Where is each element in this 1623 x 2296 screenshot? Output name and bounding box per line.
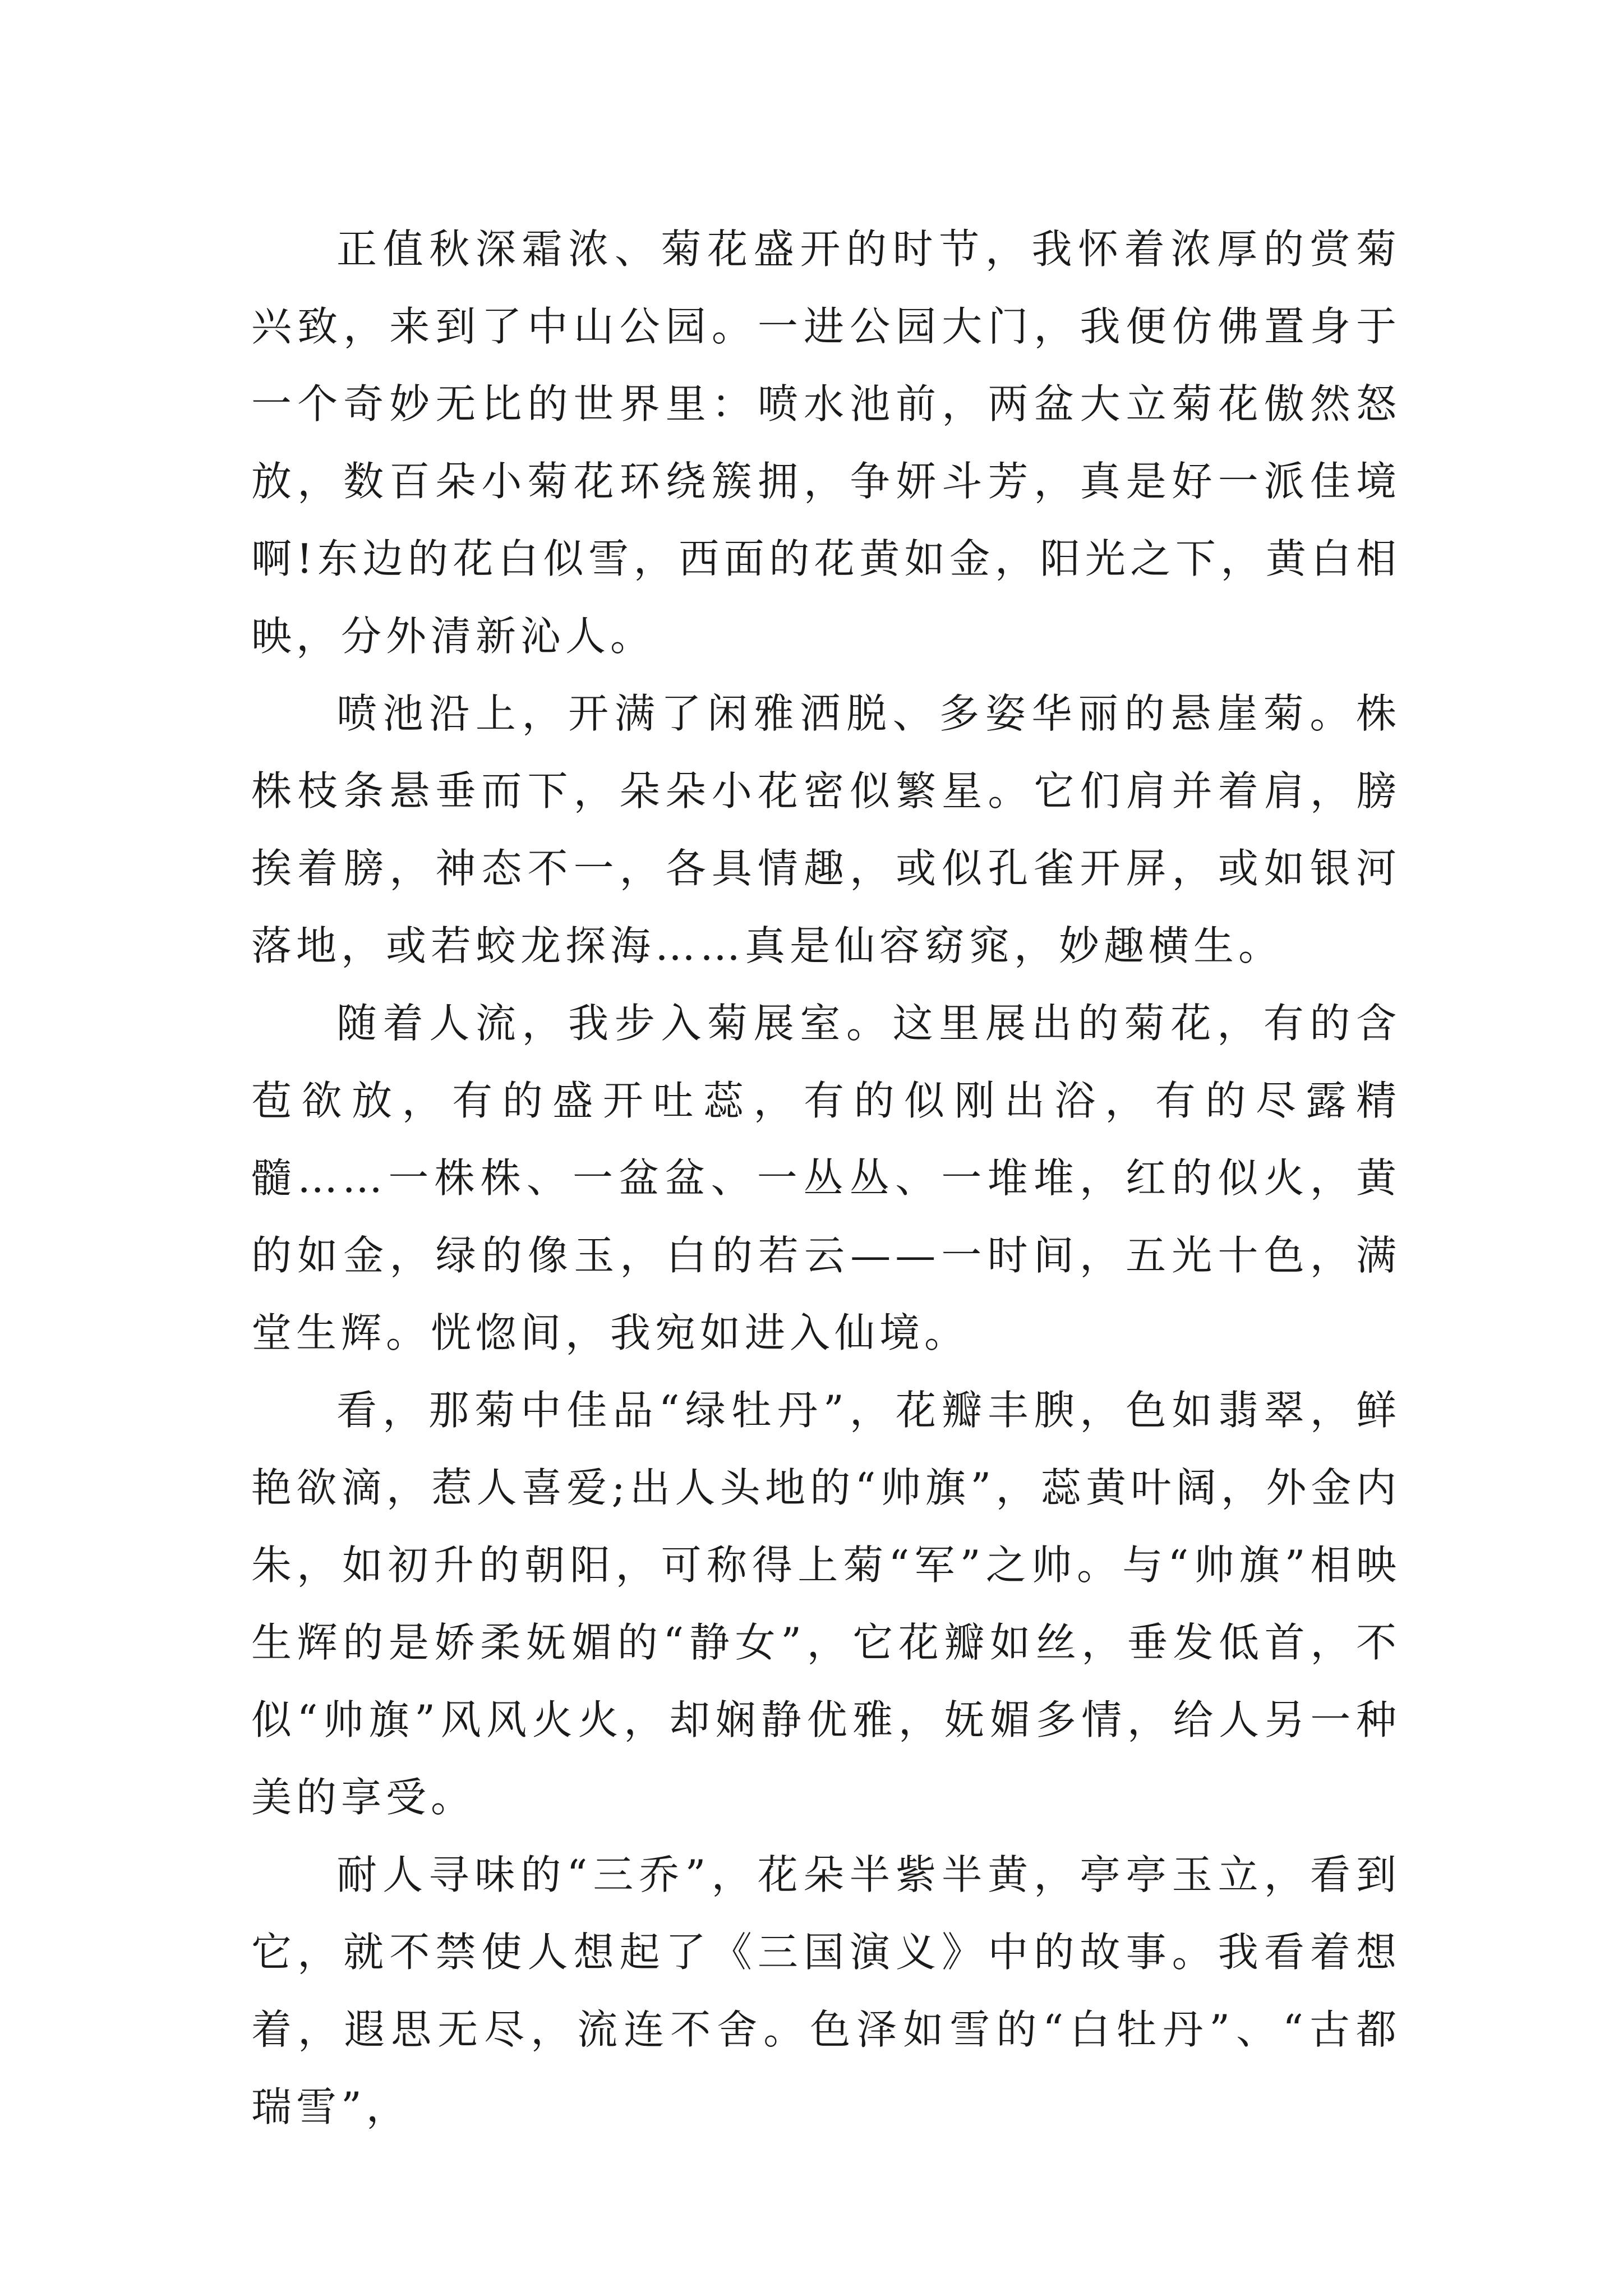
paragraph-1: 正值秋深霜浓、菊花盛开的时节，我怀着浓厚的赏菊兴致，来到了中山公园。一进公园大门，我便仿佛置身于一个奇妙无比的世界里：喷水池前，两盆大立菊花傲然怒放，数百朵小菊花环绕簇拥，争妍斗芳，真是好一派佳境啊!东边的花白似雪，西面的花黄如金，阳光之下，黄白相映，分外清新沁人。 — [251, 226, 1401, 660]
paragraph-2: 喷池沿上，开满了闲雅洒脱、多姿华丽的悬崖菊。株株枝条悬垂而下，朵朵小花密似繁星。它们肩并着肩，膀挨着膀，神态不一，各具情趣，或似孔雀开屏，或如银河落地，或若蛟龙探海……真是仙容窈窕，妙趣横生。 — [251, 690, 1401, 969]
paragraph-5: 耐人寻味的“三乔”，花朵半紫半黄，亭亭玉立，看到它，就不禁使人想起了《三国演义》中的故事。我看着想着，遐思无尽，流连不舍。色泽如雪的“白牡丹”、“古都瑞雪”， — [251, 1851, 1401, 2131]
paragraph-3: 随着人流，我步入菊展室。这里展出的菊花，有的含苞欲放，有的盛开吐蕊，有的似刚出浴，有的尽露精髓……一株株、一盆盆、一丛丛、一堆堆，红的似火，黄的如金，绿的像玉，白的若云——一时间，五光十色，满堂生辉。恍惚间，我宛如进入仙境。 — [251, 1000, 1401, 1356]
article-body — [251, 210, 1401, 2146]
paragraph-4: 看，那菊中佳品“绿牡丹”，花瓣丰腴，色如翡翠，鲜艳欲滴，惹人喜爱;出人头地的“帅旗”，蕊黄叶阔，外金内朱，如初升的朝阳，可称得上菊“军”之帅。与“帅旗”相映生辉的是娇柔妩媚的“静女”，它花瓣如丝，垂发低首，不似“帅旗”风风火火，却娴静优雅，妩媚多情，给人另一种美的享受。 — [251, 1387, 1401, 1821]
